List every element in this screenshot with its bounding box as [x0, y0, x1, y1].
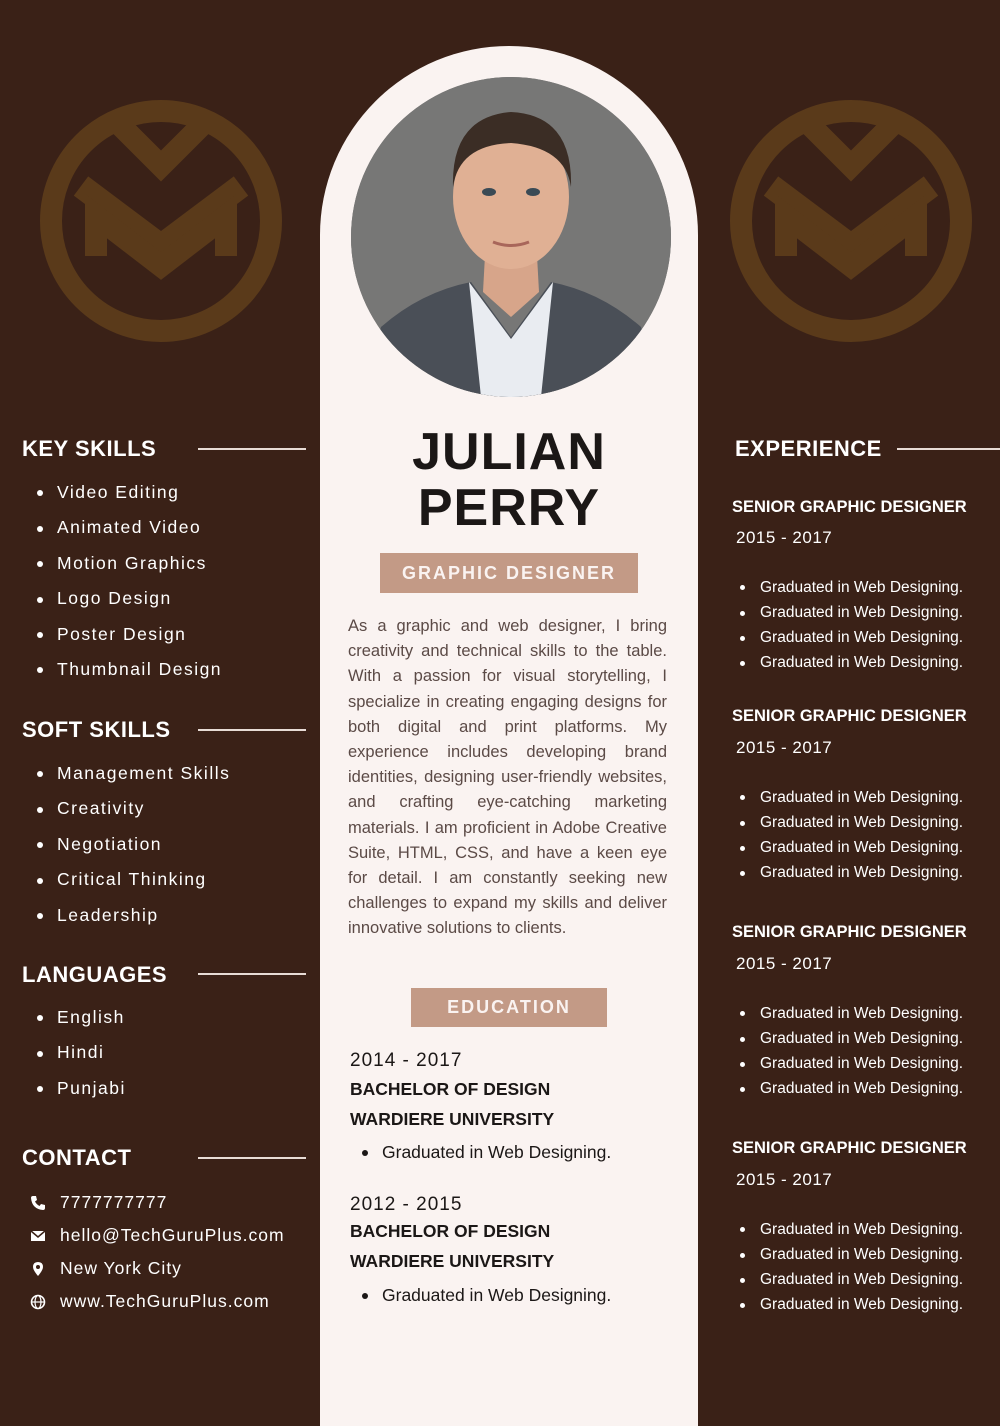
- education-2-dates: 2012 - 2015: [350, 1194, 463, 1215]
- soft-skills-list: [37, 756, 230, 933]
- job-2-title: SENIOR GRAPHIC DESIGNER: [732, 707, 967, 725]
- job-1-title: SENIOR GRAPHIC DESIGNER: [732, 498, 967, 516]
- key-skills-list: [37, 475, 222, 687]
- contact-divider: [198, 1157, 306, 1159]
- list-item: English: [37, 1000, 126, 1035]
- monogram-logo-left: [36, 96, 286, 346]
- globe-icon: [30, 1294, 46, 1310]
- bullet-icon: [740, 1303, 745, 1308]
- education-1-school: WARDIERE UNIVERSITY: [350, 1109, 555, 1129]
- list-item: Creativity: [37, 791, 230, 826]
- key-skills-heading: KEY SKILLS: [22, 436, 157, 461]
- contact-heading: CONTACT: [22, 1145, 132, 1170]
- job-1-points: [740, 575, 963, 675]
- bullet-icon: [37, 632, 43, 638]
- bullet-icon: [740, 1087, 745, 1092]
- job-2-points: [740, 785, 963, 885]
- bullet-icon: [37, 1015, 43, 1021]
- education-2-note-text: Graduated in Web Designing.: [382, 1285, 612, 1305]
- list-item: Punjabi: [37, 1071, 126, 1106]
- phone-icon: [30, 1195, 46, 1211]
- list-item: Management Skills: [37, 756, 230, 791]
- education-2-school: WARDIERE UNIVERSITY: [350, 1251, 555, 1271]
- list-item: Animated Video: [37, 510, 222, 545]
- bullet-icon: [37, 913, 43, 919]
- list-item: Graduated in Web Designing.: [740, 1076, 963, 1101]
- bullet-icon: [740, 585, 745, 590]
- languages-list: [37, 1000, 126, 1106]
- job-4-title: SENIOR GRAPHIC DESIGNER: [732, 1139, 967, 1157]
- experience-divider: [897, 448, 1000, 450]
- location-pin-icon: [30, 1261, 46, 1277]
- list-item: Graduated in Web Designing.: [740, 860, 963, 885]
- contact-phone: 7777777777: [30, 1186, 285, 1219]
- bullet-icon: [37, 667, 43, 673]
- education-1-dates: 2014 - 2017: [350, 1050, 463, 1071]
- soft-skills-heading: SOFT SKILLS: [22, 717, 171, 742]
- list-item: Graduated in Web Designing.: [740, 785, 963, 810]
- list-item: Graduated in Web Designing.: [740, 625, 963, 650]
- job-3-points: [740, 1001, 963, 1101]
- education-1-note: [362, 1142, 611, 1163]
- bullet-icon: [740, 1227, 745, 1232]
- soft-skills-divider: [198, 729, 306, 731]
- bullet-icon: [740, 661, 745, 666]
- education-2-note: [362, 1285, 611, 1306]
- list-item: Negotiation: [37, 827, 230, 862]
- bullet-icon: [740, 1011, 745, 1016]
- bullet-icon: [362, 1150, 368, 1156]
- education-1-note-text: Graduated in Web Designing.: [382, 1142, 612, 1162]
- contact-list: [30, 1186, 285, 1318]
- experience-heading: EXPERIENCE: [735, 436, 882, 461]
- bullet-icon: [37, 842, 43, 848]
- bullet-icon: [740, 1278, 745, 1283]
- list-item: Graduated in Web Designing.: [740, 1001, 963, 1026]
- list-item: Graduated in Web Designing.: [740, 835, 963, 860]
- list-item: Graduated in Web Designing.: [740, 1242, 963, 1267]
- list-item: Critical Thinking: [37, 862, 230, 897]
- bullet-icon: [740, 1253, 745, 1258]
- bullet-icon: [740, 1062, 745, 1067]
- job-2-dates: 2015 - 2017: [736, 738, 833, 757]
- list-item: Poster Design: [37, 617, 222, 652]
- bullet-icon: [37, 561, 43, 567]
- list-item: Video Editing: [37, 475, 222, 510]
- education-heading: EDUCATION: [411, 988, 607, 1027]
- list-item: Logo Design: [37, 581, 222, 616]
- monogram-logo-right: [726, 96, 976, 346]
- bullet-icon: [37, 490, 43, 496]
- bullet-icon: [740, 871, 745, 876]
- role-badge: GRAPHIC DESIGNER: [380, 553, 638, 593]
- bullet-icon: [740, 1037, 745, 1042]
- contact-email[interactable]: hello@TechGuruPlus.com: [30, 1219, 285, 1252]
- list-item: Graduated in Web Designing.: [740, 1051, 963, 1076]
- bullet-icon: [37, 807, 43, 813]
- contact-location: New York City: [30, 1252, 285, 1285]
- list-item: Graduated in Web Designing.: [740, 1292, 963, 1317]
- bullet-icon: [740, 636, 745, 641]
- list-item: Graduated in Web Designing.: [740, 600, 963, 625]
- list-item: Graduated in Web Designing.: [740, 1026, 963, 1051]
- list-item: Graduated in Web Designing.: [740, 575, 963, 600]
- mail-icon: [30, 1228, 46, 1244]
- list-item: Graduated in Web Designing.: [740, 1217, 963, 1242]
- bullet-icon: [37, 878, 43, 884]
- bullet-icon: [740, 611, 745, 616]
- list-item: Thumbnail Design: [37, 652, 222, 687]
- bullet-icon: [37, 526, 43, 532]
- bullet-icon: [37, 597, 43, 603]
- list-item: Graduated in Web Designing.: [740, 650, 963, 675]
- job-4-points: [740, 1217, 963, 1317]
- contact-website[interactable]: www.TechGuruPlus.com: [30, 1285, 285, 1318]
- list-item: Leadership: [37, 898, 230, 933]
- bullet-icon: [740, 821, 745, 826]
- education-1-degree: BACHELOR OF DESIGN: [350, 1079, 551, 1099]
- job-3-dates: 2015 - 2017: [736, 954, 833, 973]
- job-3-title: SENIOR GRAPHIC DESIGNER: [732, 923, 967, 941]
- list-item: Graduated in Web Designing.: [740, 1267, 963, 1292]
- bullet-icon: [362, 1293, 368, 1299]
- about-paragraph: As a graphic and web designer, I bring creativity and technical skills to the table. With a passion for visual storytelling, I specialize in creating engaging designs for both digital and print platforms. My experience includes developing brand identities, designing user-friendly websites, and crafting eye-catching marketing materials. I am proficient in Adobe Creative Suite, HTML, CSS, and have a keen eye for detail. I am constantly seeking new challenges to expand my skills and deliver innovative solutions to clients.: [348, 617, 667, 938]
- education-2-degree: BACHELOR OF DESIGN: [350, 1221, 551, 1241]
- bullet-icon: [37, 1086, 43, 1092]
- bullet-icon: [37, 771, 43, 777]
- last-name: PERRY: [417, 479, 601, 537]
- bullet-icon: [740, 795, 745, 800]
- profile-photo: [351, 77, 671, 397]
- bullet-icon: [37, 1051, 43, 1057]
- job-4-dates: 2015 - 2017: [736, 1170, 833, 1189]
- first-name: JULIAN: [412, 423, 606, 481]
- list-item: Motion Graphics: [37, 546, 222, 581]
- bullet-icon: [740, 846, 745, 851]
- list-item: Hindi: [37, 1035, 126, 1070]
- languages-heading: LANGUAGES: [22, 962, 168, 987]
- key-skills-divider: [198, 448, 306, 450]
- list-item: Graduated in Web Designing.: [740, 810, 963, 835]
- job-1-dates: 2015 - 2017: [736, 528, 833, 547]
- languages-divider: [198, 973, 306, 975]
